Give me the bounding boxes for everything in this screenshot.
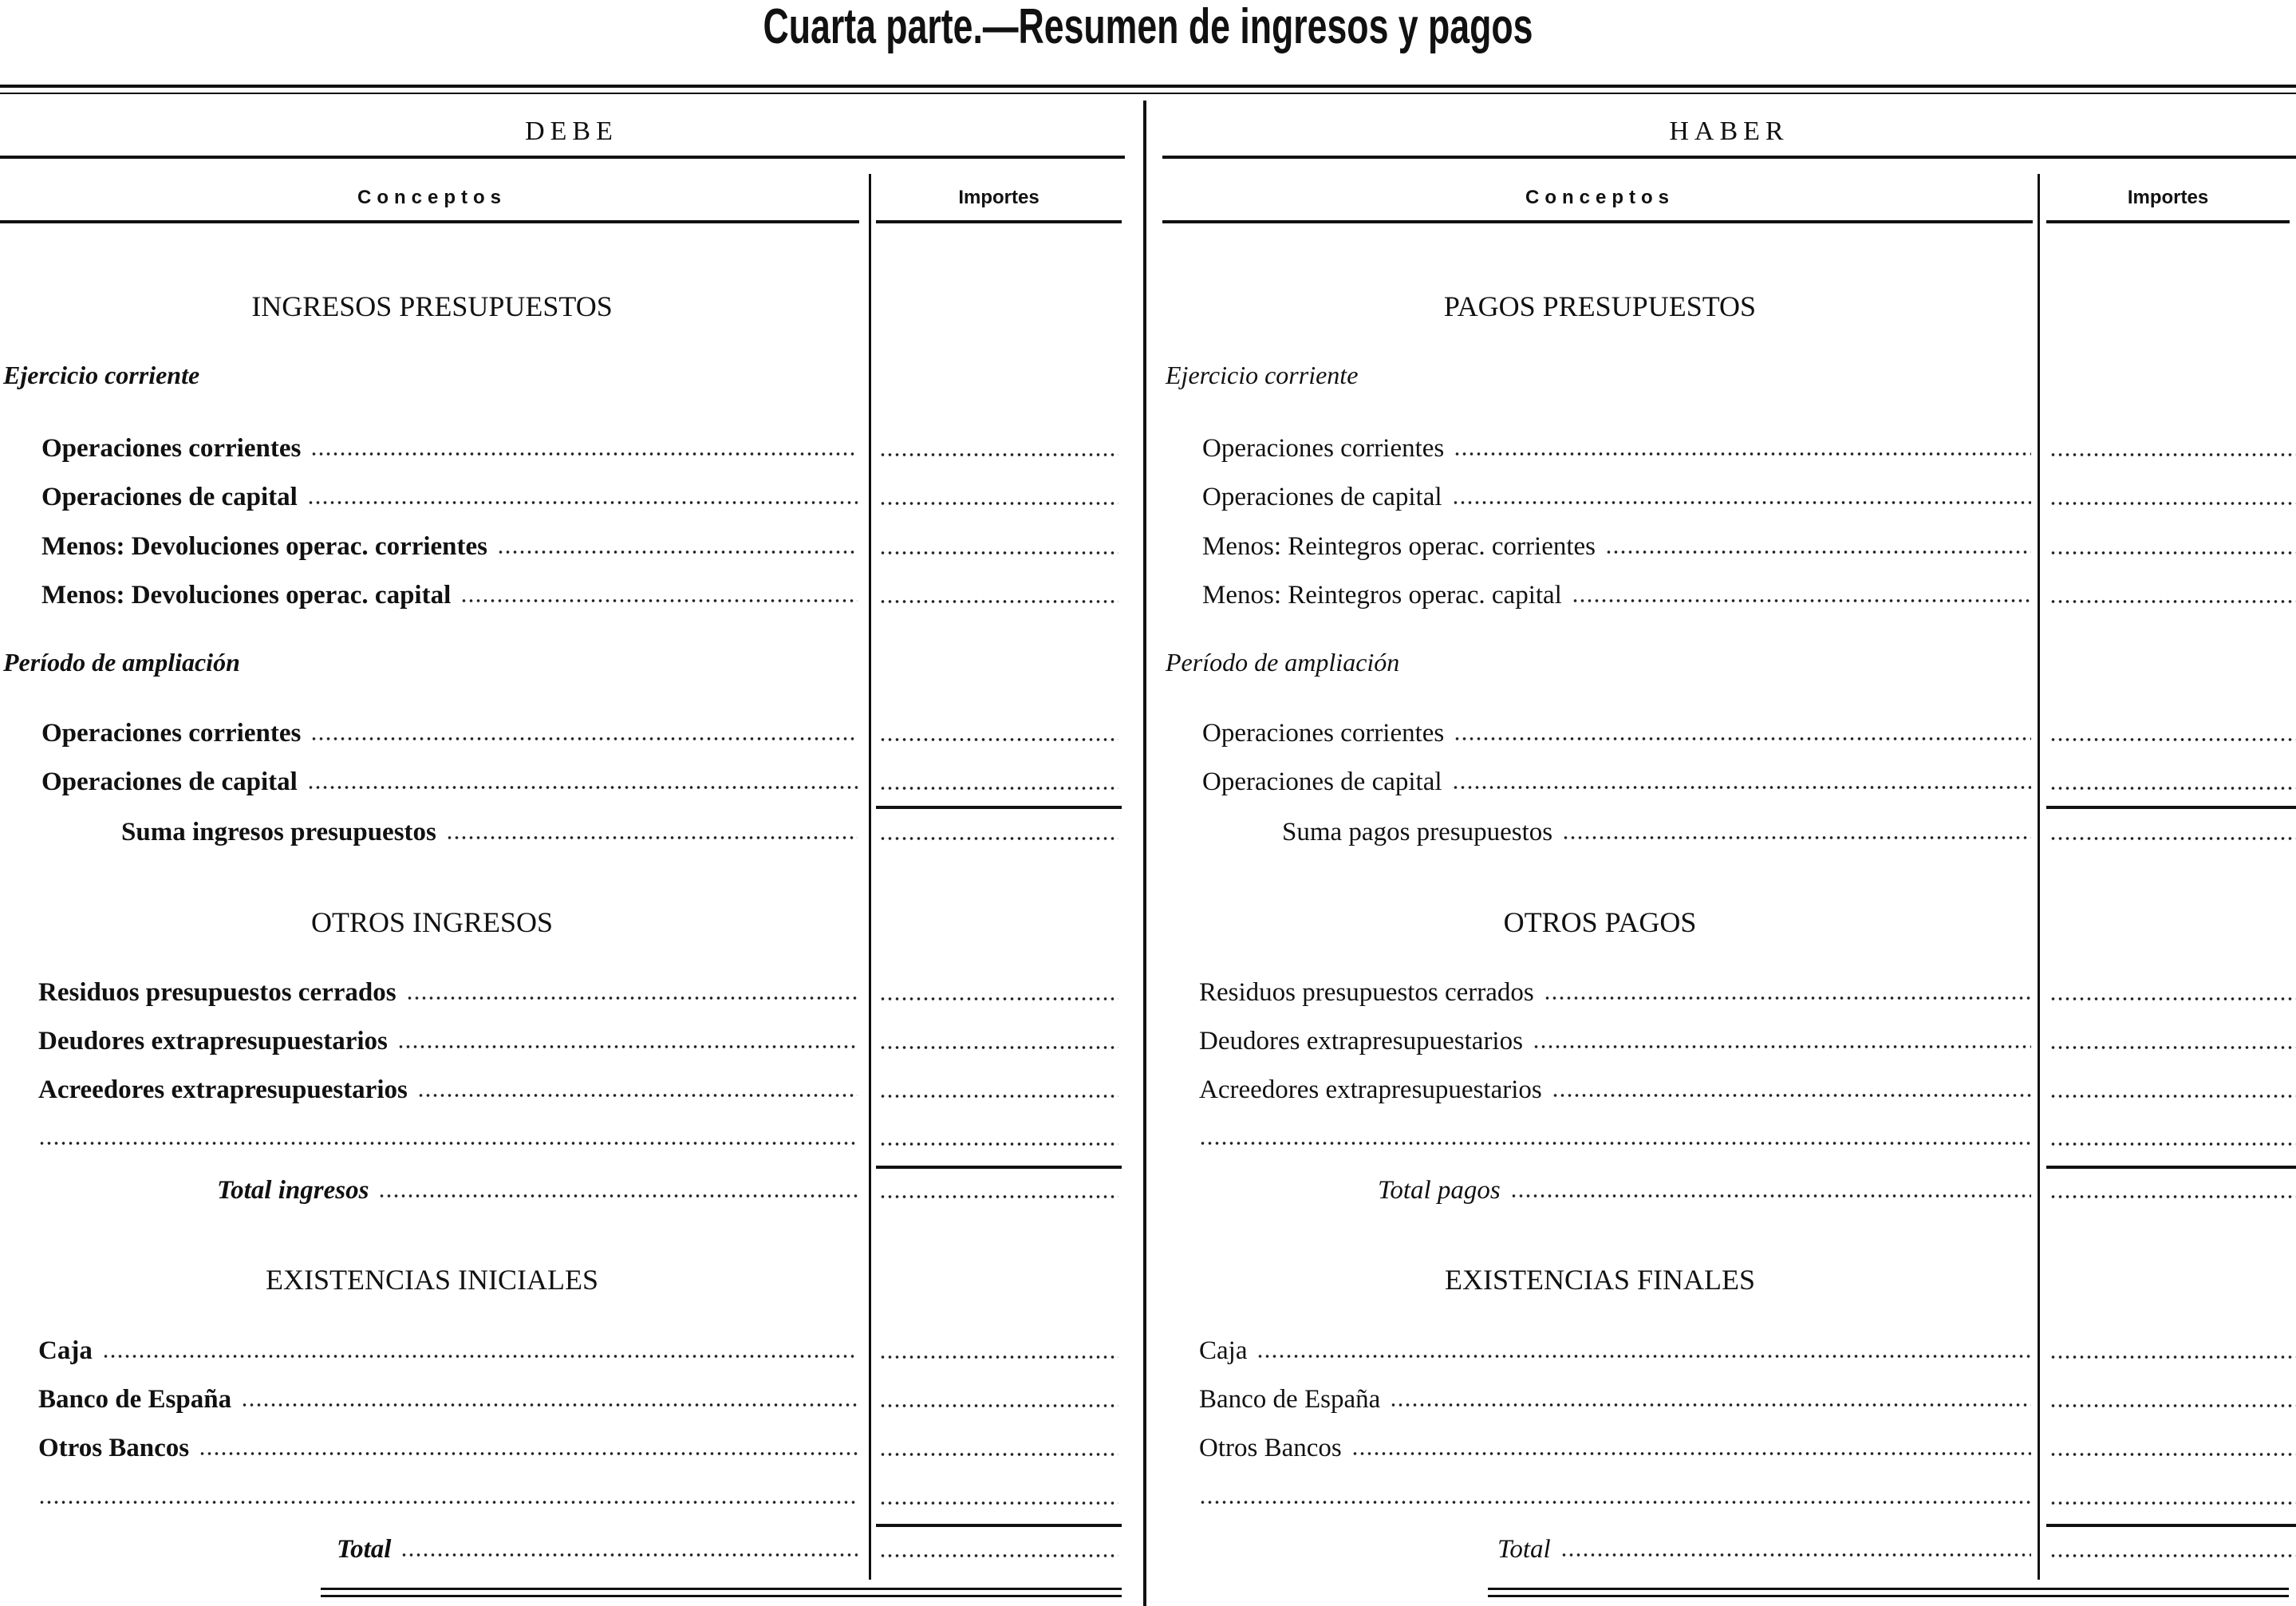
haber-exist-row-0 [1199,1333,2031,1368]
haber-suma-row-label: Suma pagos presupuestos [1282,818,1553,846]
haber-section-existencias: EXISTENCIAS FINALES [1444,1264,1755,1296]
haber-total-otros-row-label: Total pagos [1378,1176,1501,1205]
haber-ej-row-2-label: Menos: Reintegros operac. corrientes [1202,532,1596,561]
debe-suma-row [121,815,858,850]
haber-importes-rule [2046,220,2290,223]
debe-otros-row-0 [38,975,858,1010]
haber-per-row-1-amount [2049,787,2296,790]
debe-exist-row-1-label: Banco de España [38,1385,232,1414]
haber-otros-row-2-label: Acreedores extrapresupuestarios [1199,1075,1542,1104]
debe-periodo-ampliacion: Período de ampliación [3,648,240,677]
haber-exist-blank-row-leader [1199,1501,2031,1504]
debe-otros-row-0-leader [406,996,858,1000]
haber-per-row-0-leader [1454,737,2031,740]
haber-panel [1146,0,2296,1606]
haber-total-row-leader [1560,1553,2031,1557]
haber-ej-row-1 [1202,479,2031,515]
haber-exist-row-0-amount [2049,1355,2296,1359]
haber-exist-row-1-label: Banco de España [1199,1385,1381,1414]
debe-col-conceptos: Conceptos [357,187,507,208]
debe-total-otros-row [217,1173,858,1208]
debe-ej-row-0 [41,431,858,466]
debe-ej-row-3-label: Menos: Devoluciones operac. capital [41,581,452,610]
debe-ej-row-1-label: Operaciones de capital [41,483,298,511]
debe-ej-row-1-leader [307,501,858,504]
debe-ej-row-2 [41,529,858,564]
debe-total-row-amount [879,1554,1118,1557]
haber-ejercicio-corriente: Ejercicio corriente [1166,361,1359,389]
debe-otros-row-1-label: Deudores extrapresupuestarios [38,1027,388,1056]
haber-per-row-1-label: Operaciones de capital [1202,767,1442,796]
haber-ej-row-0-label: Operaciones corrientes [1202,434,1445,463]
haber-ej-row-0-leader [1454,452,2031,456]
debe-otros-row-2-leader [417,1094,858,1097]
haber-exist-row-1-amount [2049,1404,2296,1407]
haber-otros-row-0-amount [2049,997,2296,1000]
debe-per-row-1-amount [879,787,1118,790]
debe-per-row-1-label: Operaciones de capital [41,767,298,796]
haber-ej-row-1-label: Operaciones de capital [1202,483,1442,511]
haber-conceptos-rule [1162,220,2033,223]
debe-per-row-1-leader [307,786,858,789]
debe-otros-row-1-leader [397,1045,858,1048]
debe-exist-row-2 [38,1430,858,1466]
debe-otros-row-2-label: Acreedores extrapresupuestarios [38,1075,408,1104]
debe-exist-row-1-leader [241,1403,858,1407]
debe-ej-row-3 [41,578,858,613]
debe-total-row-leader [400,1553,858,1557]
debe-exist-row-0-label: Caja [38,1336,93,1365]
page-title: Cuarta parte.—Resumen de ingresos y pagos [763,0,1533,54]
haber-exist-row-2-amount [2049,1453,2296,1456]
haber-otros-row-0-leader [1544,996,2031,1000]
haber-otros-blank-row-leader [1199,1142,2031,1145]
debe-bottom-rule-2 [321,1595,1122,1597]
debe-ej-row-3-amount [879,600,1118,603]
debe-header-rule [0,156,1125,159]
debe-col-importes: Importes [958,187,1040,208]
debe-ej-row-2-leader [497,550,858,554]
haber-exist-blank-row-amount [2049,1501,2296,1505]
debe-total-row [337,1532,858,1567]
haber-section-otros: OTROS PAGOS [1503,906,1697,938]
haber-exist-row-2-label: Otros Bancos [1199,1434,1342,1462]
haber-total-row-label: Total [1497,1535,1551,1564]
debe-total-rule [876,1524,1122,1527]
haber-exist-row-0-label: Caja [1199,1336,1248,1365]
debe-exist-row-1 [38,1382,858,1417]
haber-suma-rule [2046,806,2296,809]
haber-col-importes: Importes [2127,187,2209,208]
haber-total-otros-row [1378,1173,2031,1208]
haber-otros-blank-row [1199,1120,2031,1155]
haber-ej-row-3 [1202,578,2031,613]
debe-importes-rule [876,220,1122,223]
debe-per-row-0 [41,716,858,751]
haber-header-rule [1162,156,2296,159]
debe-otros-row-0-amount [879,997,1118,1000]
haber-ej-row-3-leader [1572,599,2031,602]
debe-conceptos-rule [0,220,859,223]
debe-exist-row-0-leader [102,1355,858,1358]
haber-total-otros-row-leader [1510,1194,2031,1198]
haber-suma-row-amount [2049,837,2296,840]
haber-ej-row-3-amount [2049,600,2296,603]
debe-ej-row-3-leader [460,599,858,602]
haber-otros-row-1-amount [2049,1046,2296,1049]
haber-total-otros-rule [2046,1166,2296,1169]
debe-per-row-0-amount [879,738,1118,741]
haber-exist-row-1 [1199,1382,2031,1417]
haber-ej-row-2-leader [1605,550,2031,554]
haber-bottom-rule-2 [1488,1595,2289,1597]
debe-otros-row-1 [38,1024,858,1059]
debe-header: DEBE [525,116,618,146]
debe-ej-row-2-label: Menos: Devoluciones operac. corrientes [41,532,488,561]
haber-otros-row-0-label: Residuos presupuestos cerrados [1199,978,1534,1007]
haber-total-row-amount [2049,1554,2296,1557]
haber-total-row [1497,1532,2031,1567]
debe-ej-row-1-amount [879,502,1118,505]
haber-per-row-1-leader [1452,786,2031,789]
haber-suma-row-leader [1562,836,2031,839]
debe-column-divider [869,174,871,1580]
haber-exist-row-1-leader [1390,1403,2031,1407]
debe-ej-row-0-label: Operaciones corrientes [41,434,302,463]
debe-total-otros-row-amount [879,1195,1118,1198]
haber-per-row-0-amount [2049,738,2296,741]
haber-col-conceptos: Conceptos [1525,187,1675,208]
haber-section-presupuestos: PAGOS PRESUPUESTOS [1443,290,1757,322]
haber-header: HABER [1669,116,1789,146]
haber-total-rule [2046,1524,2296,1527]
haber-total-otros-row-amount [2049,1195,2296,1198]
debe-per-row-1 [41,764,858,799]
haber-otros-row-1-leader [1533,1045,2031,1048]
debe-bottom-rule [321,1588,1122,1590]
debe-otros-row-0-label: Residuos presupuestos cerrados [38,978,396,1007]
debe-suma-row-amount [879,837,1118,840]
haber-ej-row-0-amount [2049,453,2296,456]
debe-per-row-0-label: Operaciones corrientes [41,719,302,748]
haber-ej-row-3-label: Menos: Reintegros operac. capital [1202,581,1562,610]
haber-per-row-0 [1202,716,2031,751]
haber-ej-row-2-amount [2049,551,2296,554]
haber-ej-row-2 [1202,529,2031,564]
debe-suma-row-label: Suma ingresos presupuestos [121,818,436,846]
haber-ej-row-0 [1202,431,2031,466]
haber-bottom-rule [1488,1588,2289,1590]
debe-otros-row-1-amount [879,1046,1118,1049]
debe-exist-blank-row [38,1479,858,1514]
debe-ej-row-0-leader [310,452,858,456]
haber-per-row-1 [1202,764,2031,799]
debe-panel [0,0,1143,1606]
debe-otros-row-2-amount [879,1095,1118,1098]
haber-periodo-ampliacion: Período de ampliación [1166,648,1400,677]
debe-exist-blank-row-amount [879,1501,1118,1505]
debe-exist-row-1-amount [879,1404,1118,1407]
debe-section-presupuestos: INGRESOS PRESUPUESTOS [251,290,613,322]
haber-ej-row-1-amount [2049,502,2296,505]
debe-exist-row-2-amount [879,1453,1118,1456]
haber-per-row-0-label: Operaciones corrientes [1202,719,1445,748]
haber-otros-row-1-label: Deudores extrapresupuestarios [1199,1027,1523,1056]
haber-exist-blank-row [1199,1479,2031,1514]
debe-otros-blank-row-amount [879,1142,1118,1146]
debe-per-row-0-leader [310,737,858,740]
debe-section-otros: OTROS INGRESOS [310,906,554,938]
haber-otros-blank-row-amount [2049,1142,2296,1146]
haber-otros-row-2-leader [1552,1094,2031,1097]
debe-total-otros-row-leader [378,1194,858,1198]
haber-exist-row-2-leader [1351,1452,2031,1455]
haber-otros-row-2-amount [2049,1095,2296,1098]
debe-ejercicio-corriente: Ejercicio corriente [3,361,200,389]
haber-exist-row-2 [1199,1430,2031,1466]
haber-column-divider [2038,174,2040,1580]
haber-otros-row-2 [1199,1072,2031,1107]
debe-otros-blank-row-leader [38,1142,858,1145]
debe-suma-row-leader [446,836,858,839]
haber-otros-row-0 [1199,975,2031,1010]
debe-total-row-label: Total [337,1535,392,1564]
debe-ej-row-2-amount [879,551,1118,554]
debe-exist-row-0 [38,1333,858,1368]
debe-ej-row-0-amount [879,453,1118,456]
debe-otros-blank-row [38,1120,858,1155]
debe-otros-row-2 [38,1072,858,1107]
debe-ej-row-1 [41,479,858,515]
haber-suma-row [1282,815,2031,850]
debe-total-otros-row-label: Total ingresos [217,1176,369,1205]
debe-suma-rule [876,806,1122,809]
debe-exist-row-0-amount [879,1355,1118,1359]
haber-ej-row-1-leader [1452,501,2031,504]
haber-otros-row-1 [1199,1024,2031,1059]
haber-exist-row-0-leader [1256,1355,2031,1358]
debe-exist-blank-row-leader [38,1501,858,1504]
debe-section-existencias: EXISTENCIAS INICIALES [266,1264,598,1296]
debe-exist-row-2-label: Otros Bancos [38,1434,190,1462]
debe-exist-row-2-leader [199,1452,858,1455]
debe-total-otros-rule [876,1166,1122,1169]
